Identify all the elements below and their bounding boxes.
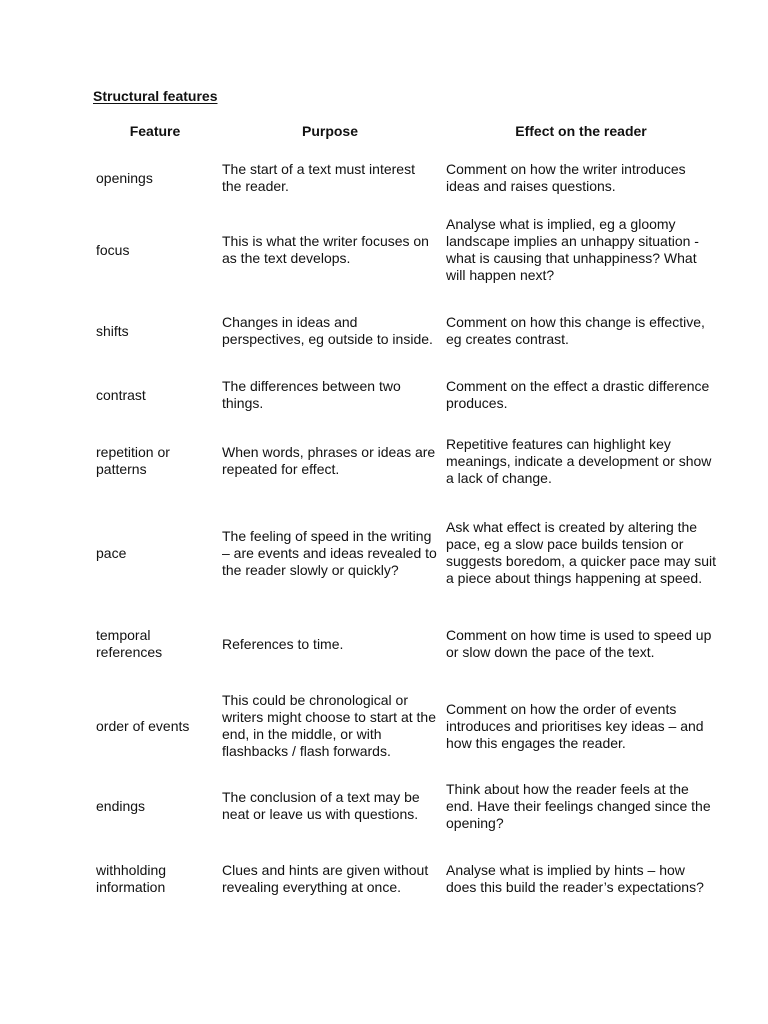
column-header-purpose: Purpose [301,122,358,139]
purpose-cell: The differences between two things. [222,378,401,411]
feature-cell: order of events [96,717,190,734]
effect-cell: Think about how the reader feels at the end. Have their feelings changed since the opening? [446,780,711,831]
effect-cell: Analyse what is implied by hints – how does this build the reader’s expectations? [446,862,704,895]
purpose-cell: This could be chronological or writers might choose to start at the end, in the middle, or with flashbacks / flash forwards. [222,692,436,759]
effect-cell: Analyse what is implied, eg a gloomy landscape implies an unhappy situation - what is causing that unhappiness? What will happen next? [446,216,699,283]
table-row [92,688,720,764]
effect-cell: Comment on how the order of events introduces and prioritises key ideas – and how this engages the reader. [446,700,704,751]
feature-cell: temporal references [96,627,163,660]
table-row [92,764,720,848]
feature-cell: repetition or patterns [96,444,170,477]
feature-cell: pace [96,544,127,561]
purpose-cell: When words, phrases or ideas are repeated for effect. [222,444,436,477]
feature-cell: endings [96,797,146,814]
structural-features-table [92,118,720,910]
table-row [92,374,720,416]
column-header-feature: Feature [129,122,181,139]
purpose-cell: Clues and hints are given without revealing everything at once. [222,862,429,895]
feature-cell: shifts [96,322,129,339]
effect-cell: Repetitive features can highlight key meanings, indicate a development or show a lack of change. [446,435,712,486]
table-row [92,416,720,506]
feature-cell: contrast [96,386,146,403]
table-row [92,212,720,288]
table-row [92,600,720,688]
page-title: Structural features [93,88,218,104]
effect-cell: Comment on how this change is effective, eg creates contrast. [446,314,705,347]
table-row [92,288,720,374]
purpose-cell: The feeling of speed in the writing – are events and ideas revealed to the reader slowly or quickly? [222,527,437,578]
effect-cell: Comment on how the writer introduces ideas and raises questions. [446,161,686,194]
effect-cell: Ask what effect is created by altering the pace, eg a slow pace builds tension or suggests boredom, a quicker pace may suit a piece about things happening at speed. [446,519,717,586]
table-row [92,506,720,600]
effect-cell: Comment on the effect a drastic difference produces. [446,378,710,411]
table-row [92,144,720,212]
column-header-effect: Effect on the reader [515,122,647,139]
purpose-cell: The conclusion of a text may be neat or leave us with questions. [222,789,420,822]
table-header-row [92,118,720,144]
purpose-cell: References to time. [222,635,344,652]
feature-cell: focus [96,241,130,258]
purpose-cell: Changes in ideas and perspectives, eg outside to inside. [222,314,433,347]
feature-cell: withholding information [96,862,167,895]
effect-cell: Comment on how time is used to speed up or slow down the pace of the text. [446,627,712,660]
purpose-cell: The start of a text must interest the reader. [222,161,415,194]
feature-cell: openings [96,169,153,186]
table-row [92,848,720,910]
purpose-cell: This is what the writer focuses on as the text develops. [222,233,429,266]
